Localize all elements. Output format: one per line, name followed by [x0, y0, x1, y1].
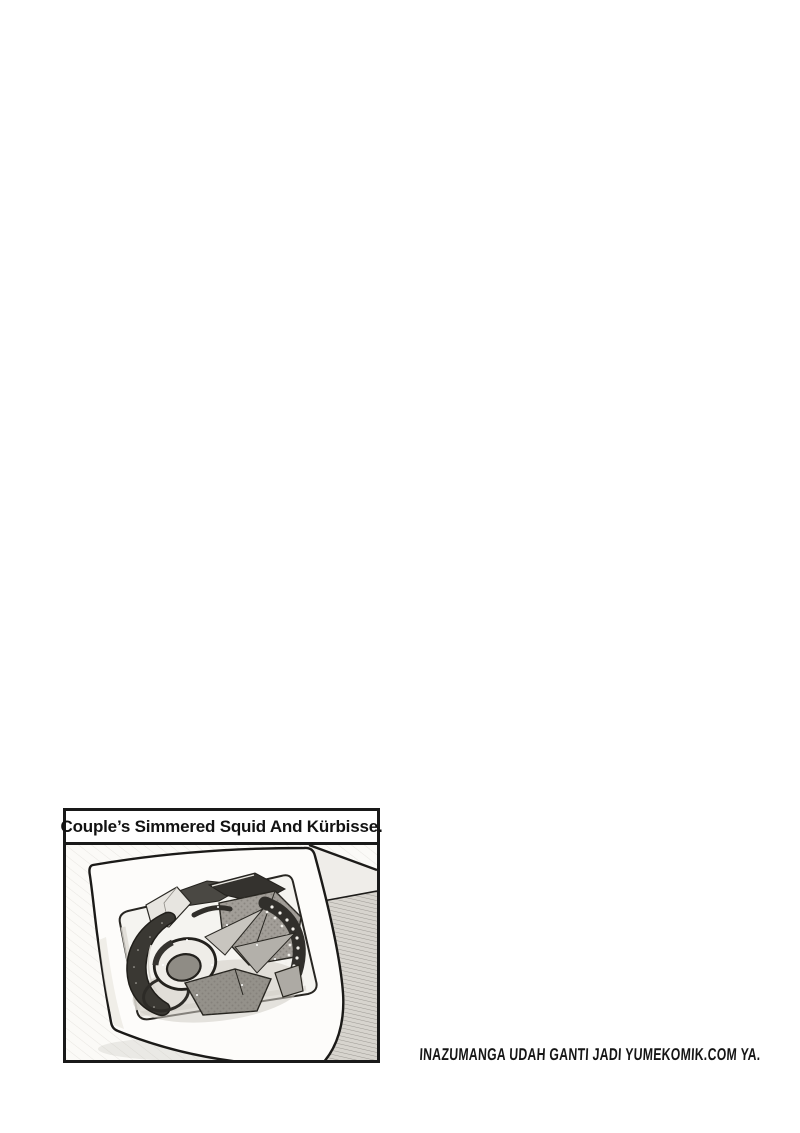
panel-title-box — [60, 811, 383, 845]
translator-note: INAZUMANGA UDAH GANTI JADI YUMEKOMIK.COM YA. — [419, 1045, 762, 1064]
recipe-panel — [60, 808, 383, 1063]
recipe-title: Couple’s Simmered Squid And Kürbisse. — [60, 816, 383, 836]
panel-artwork-area — [66, 845, 377, 1060]
squid-pumpkin-bowl-illustration — [66, 845, 377, 1060]
